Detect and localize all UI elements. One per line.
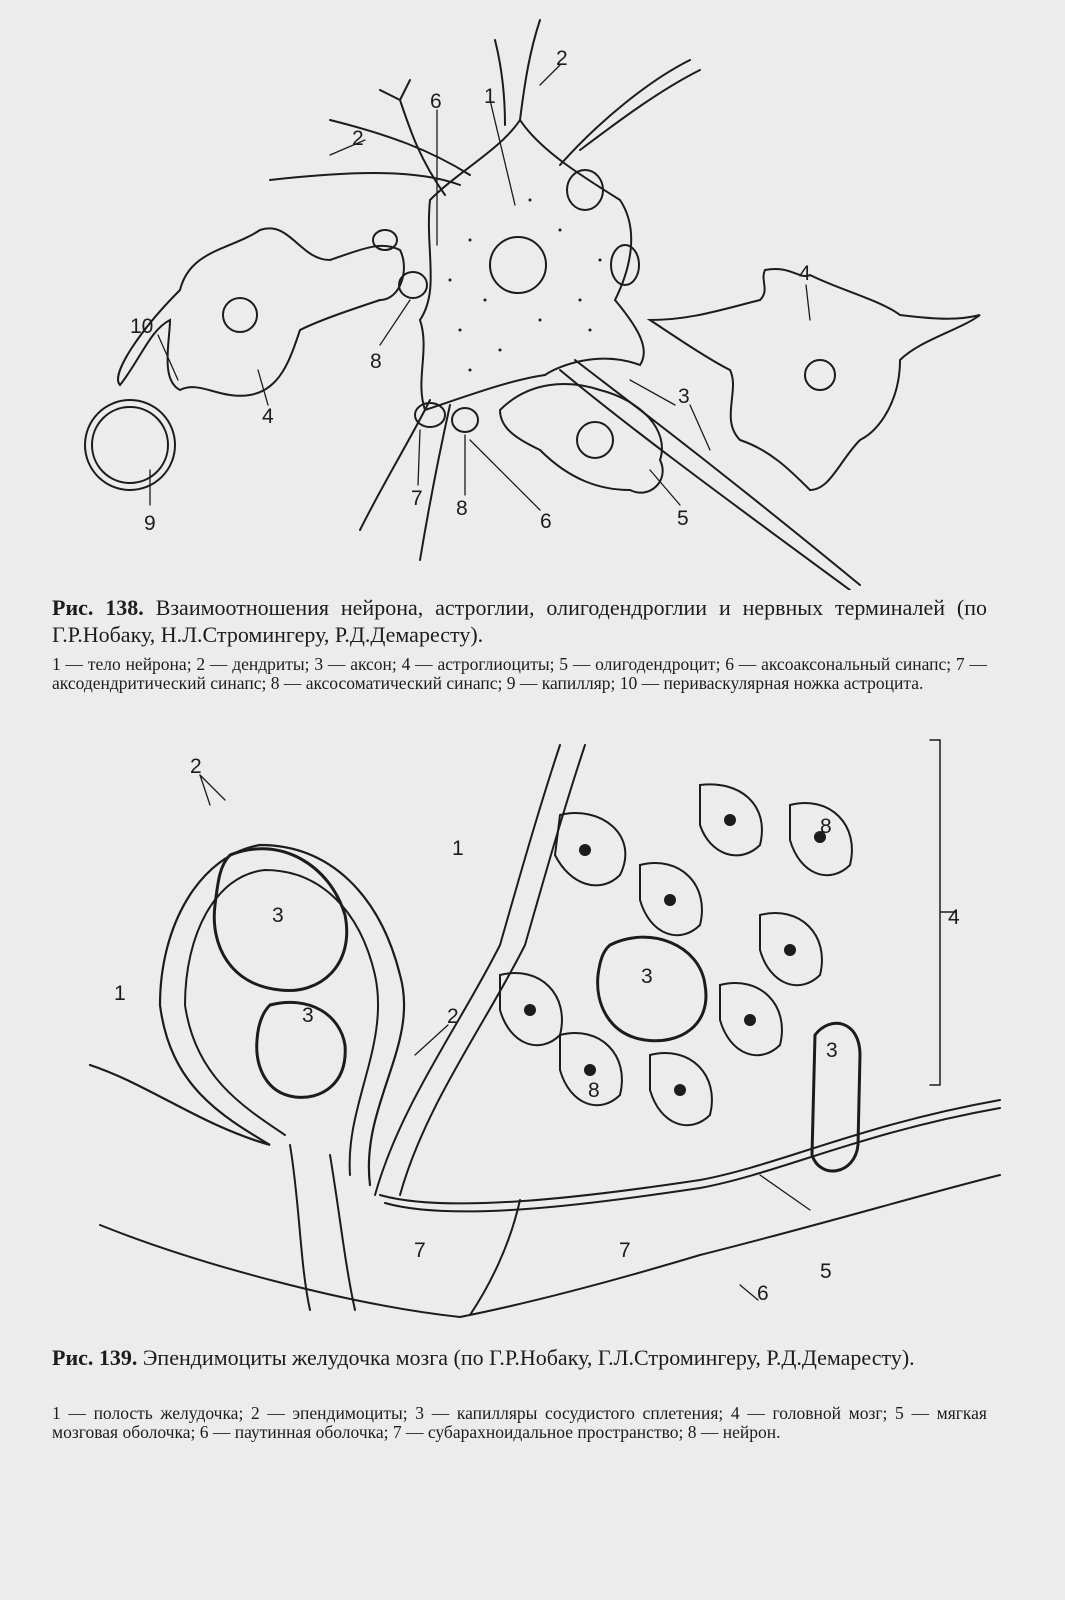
fig139-label-3: 3: [302, 1004, 314, 1027]
fig139-label-1: 1: [452, 837, 464, 860]
capillary: [85, 400, 175, 490]
synapse: [611, 245, 639, 285]
dendrite: [400, 100, 445, 195]
leader-line: [690, 405, 710, 450]
fig138-label-4: 4: [799, 262, 811, 285]
fig138-label-4: 4: [262, 405, 274, 428]
fig138-label-8: 8: [370, 350, 382, 373]
fig139-label-3: 3: [641, 965, 653, 988]
astrocyte-nucleus: [805, 360, 835, 390]
dendrite: [360, 400, 430, 530]
figure-139-title: Эпендимоциты желудочка мозга (по Г.Р.Нобаку, Г.Л.Стромингеру, Р.Д.Демаресту).: [142, 1345, 915, 1370]
fig139-label-8: 8: [820, 815, 832, 838]
stipple-texture: [449, 199, 602, 372]
fig139-label-1: 1: [114, 982, 126, 1005]
figure-138-number: Рис. 138.: [52, 595, 144, 620]
axon: [560, 370, 850, 590]
fig138-label-8: 8: [456, 497, 468, 520]
fig138-label-10: 10: [130, 315, 154, 338]
fig139-label-3: 3: [826, 1039, 838, 1062]
trabecula: [470, 1200, 520, 1315]
fig139-label-7: 7: [619, 1239, 631, 1262]
leader-line: [740, 1285, 758, 1300]
synapse: [567, 170, 603, 210]
oligodendrocyte: [500, 384, 663, 493]
figure-139-number: Рис. 139.: [52, 1345, 138, 1370]
ependyma-band: [375, 745, 560, 1195]
dendrite: [380, 80, 410, 100]
fig138-label-2: 2: [352, 127, 364, 150]
fig138-label-6: 6: [430, 90, 442, 113]
fig138-label-5: 5: [677, 507, 689, 530]
fig139-label-4: 4: [948, 906, 960, 929]
synapse: [415, 403, 445, 427]
oligodendrocyte-nucleus: [577, 422, 613, 458]
capillary: [92, 407, 168, 483]
figure-138-legend: 1 — тело нейрона; 2 — дендриты; 3 — аксон; 4 — астроглиоциты; 5 — олигодендроцит; 6 — аксоаксональный синапс; 7 — аксодендритический синапс; 8 — аксосоматический синапс; 9 — капилляр; 10 — периваскулярная ножка астроцита.: [52, 654, 987, 693]
villus-outline: [90, 845, 404, 1185]
leader-line: [490, 100, 515, 205]
fig139-label-3: 3: [272, 904, 284, 927]
pia-mater: [380, 1100, 1000, 1203]
fig139-label-7: 7: [414, 1239, 426, 1262]
figure-138-illustration: [0, 0, 1065, 590]
figure-139-legend: 1 — полость желудочка; 2 — эпендимоциты; 3 — капилляры сосудистого сплетения; 4 — головной мозг; 5 — мягкая мозговая оболочка; 6 — паутинная оболочка; 7 — субарахноидальное пространство; 8 — нейрон.: [52, 1403, 987, 1442]
dendrite: [420, 405, 450, 560]
fig138-label-9: 9: [144, 512, 156, 535]
figure-139-caption: [52, 1344, 987, 1371]
fig139-label-6: 6: [757, 1282, 769, 1305]
figure-138-title: Взаимоотношения нейрона, астроглии, олигодендроглии и нервных терминалей (по Г.Р.Нобаку, Н.Л.Стромингеру, Р.Д.Демаресту).: [52, 595, 987, 647]
fig139-label-2: 2: [190, 755, 202, 778]
fig138-label-7: 7: [411, 487, 423, 510]
fig138-label-3: 3: [678, 385, 690, 408]
arachnoid: [100, 1175, 1000, 1317]
fig138-label-2: 2: [556, 47, 568, 70]
fig139-label-8: 8: [588, 1079, 600, 1102]
leader-line: [760, 1175, 810, 1210]
leader-line: [630, 380, 675, 405]
fig138-label-1: 1: [484, 85, 496, 108]
dendrite: [495, 40, 505, 125]
leader-line: [415, 1025, 448, 1055]
dendrite: [330, 120, 470, 175]
leader-line: [418, 430, 420, 485]
axon: [575, 360, 860, 585]
synapse: [452, 408, 478, 432]
capillary-3: [257, 1002, 345, 1097]
fig139-label-2: 2: [447, 1005, 459, 1028]
leader-line: [806, 285, 810, 320]
pia-mater: [385, 1108, 1000, 1211]
figure-139-illustration: [0, 725, 1065, 1325]
fig138-label-6: 6: [540, 510, 552, 533]
capillary-3: [598, 937, 706, 1041]
figure-138-caption: [52, 594, 987, 648]
ependyma-band: [400, 745, 585, 1195]
leader-line: [380, 300, 410, 345]
astrocyte-nucleus: [223, 298, 257, 332]
dendrite: [580, 70, 700, 150]
astrocyte-left: [118, 228, 404, 395]
neuron-nucleus: [490, 237, 546, 293]
leader-line: [470, 440, 540, 510]
fig139-label-5: 5: [820, 1260, 832, 1283]
dendrite: [520, 20, 540, 120]
trabecula: [330, 1155, 355, 1310]
